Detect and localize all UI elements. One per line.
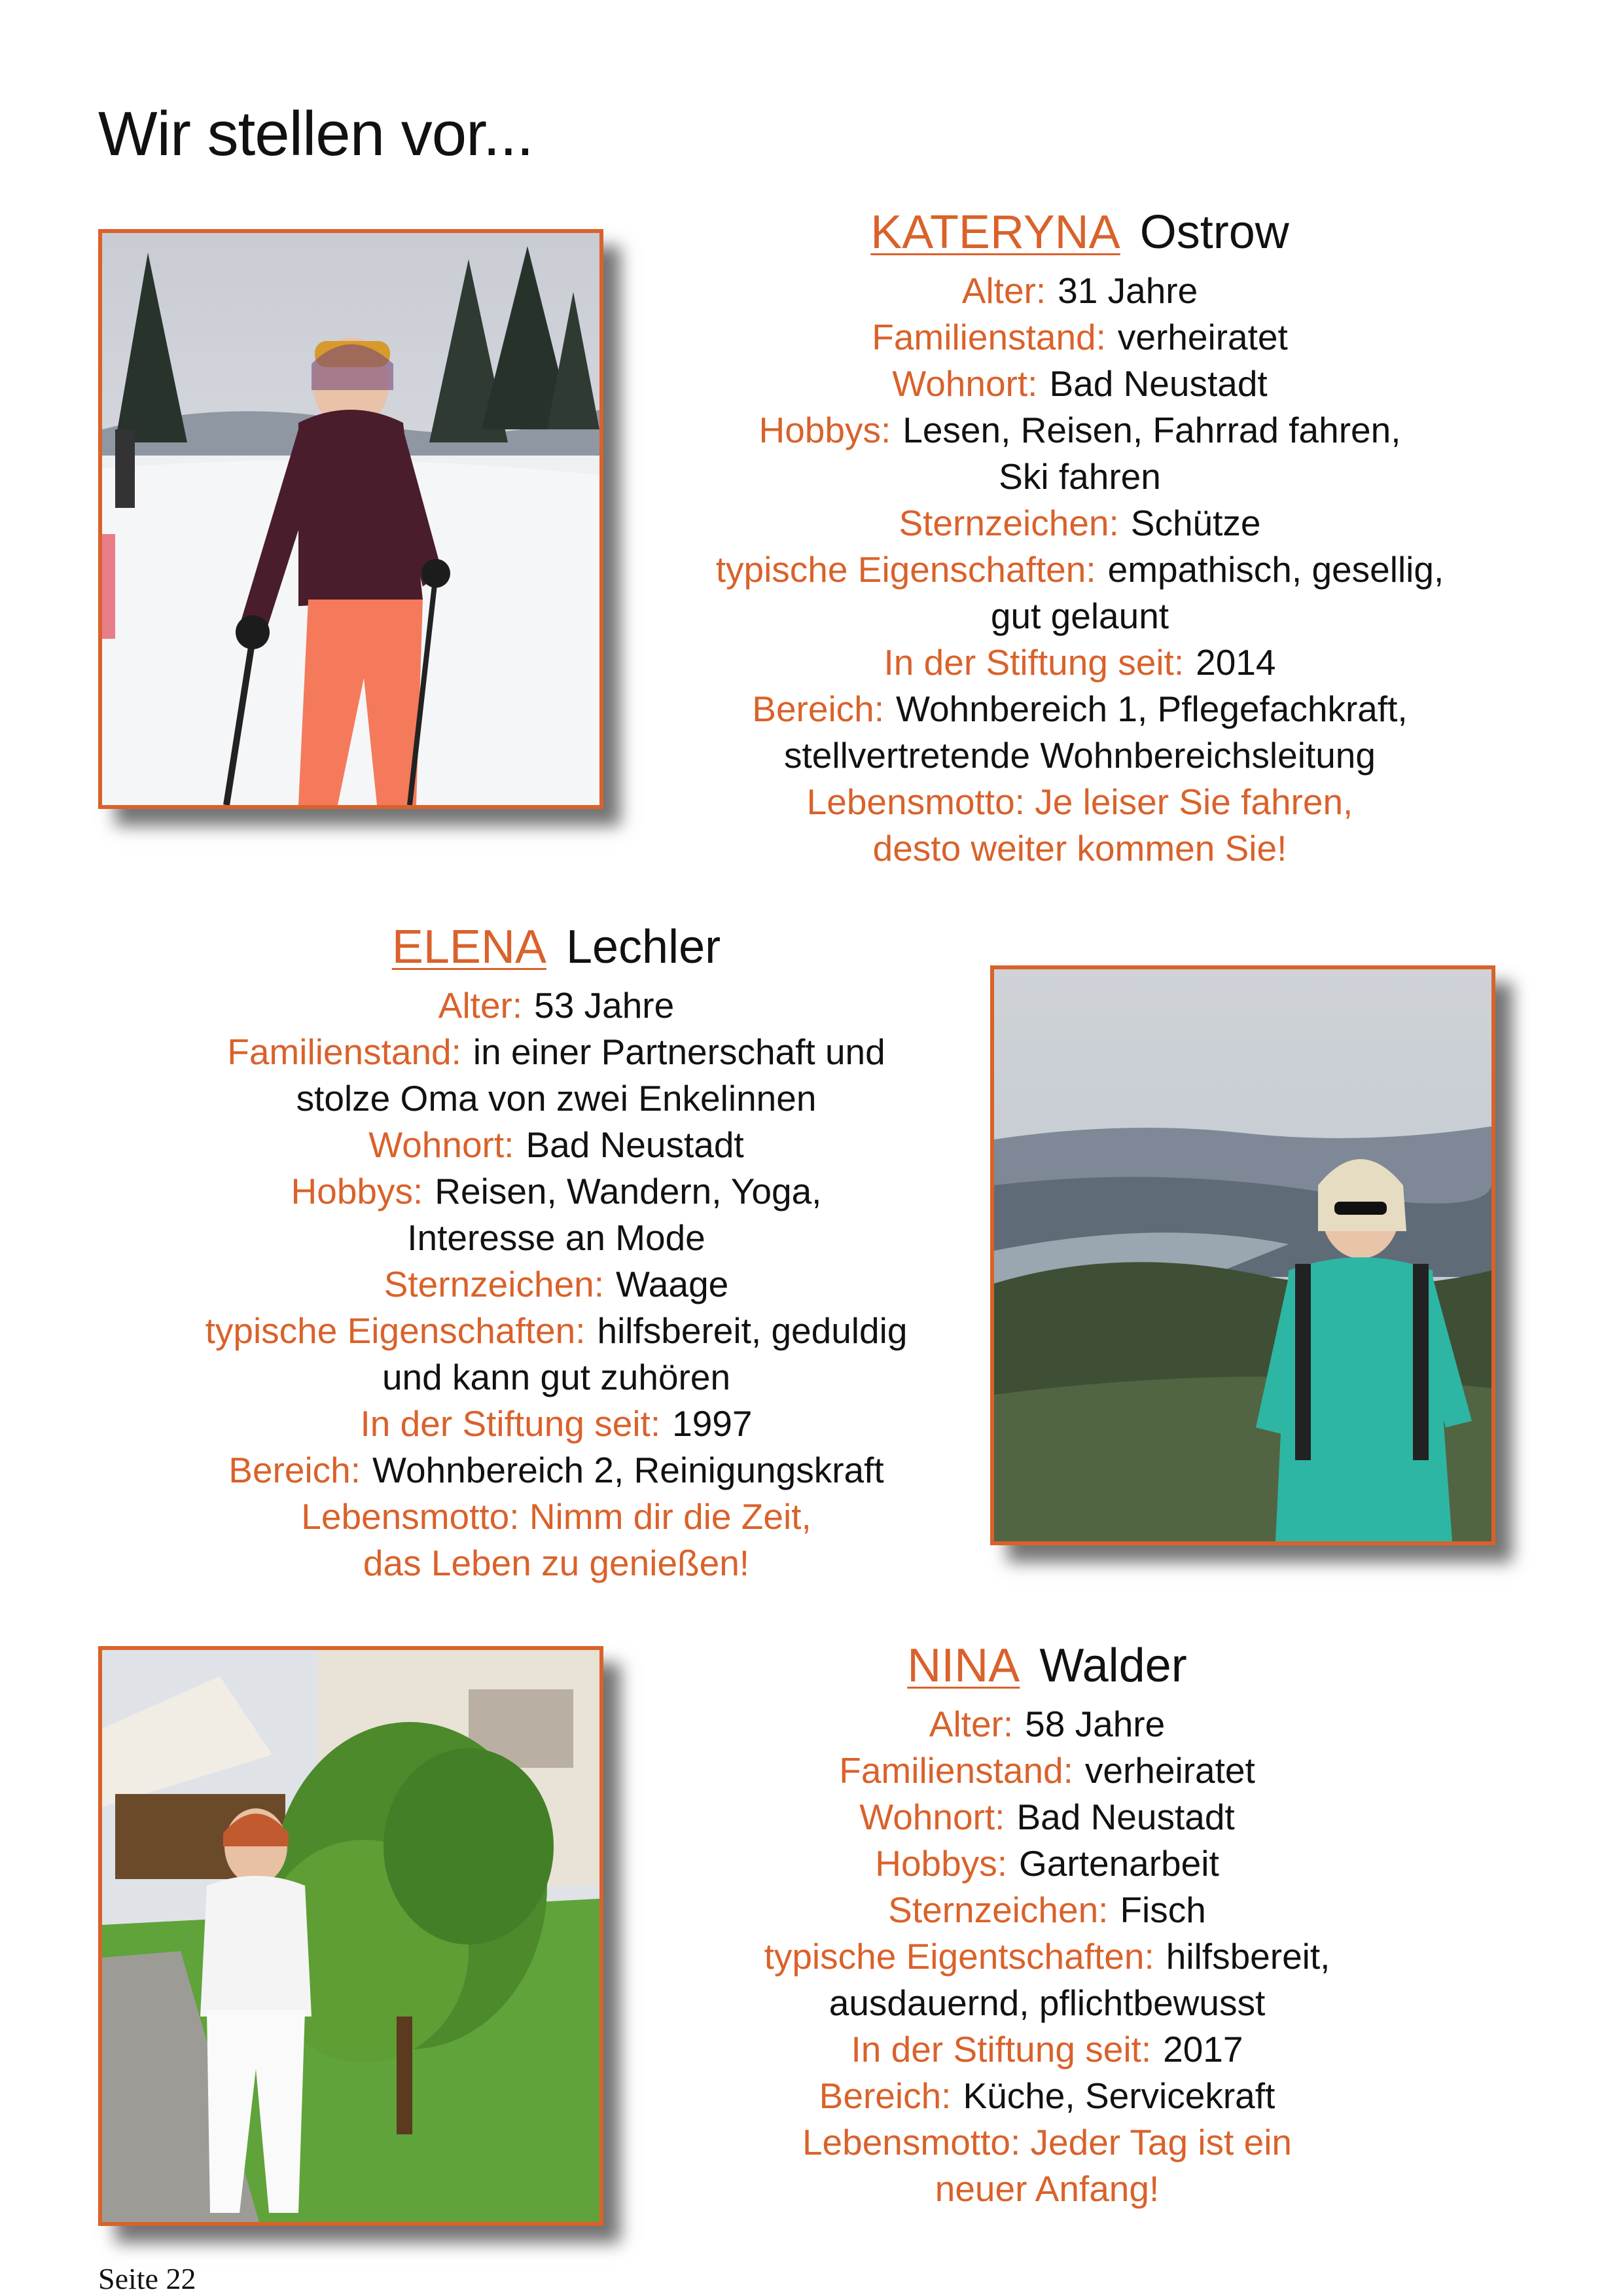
traits-row-cont: ausdauernd, pflichtbewusst [829, 1982, 1266, 2023]
area-row-cont: stellvertretende Wohnbereichsleitung [784, 735, 1376, 776]
home-row: Wohnort: Bad Neustadt [892, 363, 1268, 404]
traits-row: typische Eigentschaften: hilfsbereit, [764, 1936, 1330, 1977]
profile-nina [609, 1633, 1486, 2212]
status-row: Familienstand: verheiratet [839, 1750, 1255, 1791]
sign-row: Sternzeichen: Waage [383, 1264, 729, 1304]
age-row: Alter: 58 Jahre [929, 1704, 1166, 1744]
motto-row-cont: das Leben zu genießen! [363, 1543, 750, 1583]
motto-row-cont: neuer Anfang! [935, 2168, 1160, 2209]
area-row: Bereich: Wohnbereich 2, Reinigungskraft [228, 1450, 884, 1490]
page-number: Seite 22 [98, 2262, 196, 2295]
first-name: ELENA [391, 921, 546, 973]
motto-row-cont: desto weiter kommen Sie! [872, 828, 1287, 869]
first-name: KATERYNA [870, 206, 1120, 259]
home-row: Wohnort: Bad Neustadt [859, 1797, 1235, 1837]
page-title: Wir stellen vor... [98, 99, 533, 169]
last-name: Walder [1039, 1640, 1187, 1692]
since-row: In der Stiftung seit: 1997 [360, 1403, 753, 1444]
photo-elena [990, 965, 1495, 1545]
traits-row-cont: gut gelaunt [990, 596, 1169, 636]
hobbies-row: Hobbys: Gartenarbeit [875, 1843, 1219, 1884]
motto-row: Lebensmotto: Jeder Tag ist ein [802, 2122, 1293, 2162]
hobbies-row: Hobbys: Lesen, Reisen, Fahrrad fahren, [758, 410, 1401, 450]
traits-row: typische Eigenschaften: hilfsbereit, geduldig [205, 1310, 908, 1351]
profile-name [641, 200, 1518, 265]
area-row: Bereich: Küche, Servicekraft [819, 2075, 1275, 2116]
area-row: Bereich: Wohnbereich 1, Pflegefachkraft, [752, 689, 1408, 729]
since-row: In der Stiftung seit: 2017 [851, 2029, 1243, 2070]
motto-row: Lebensmotto: Je leiser Sie fahren, [806, 781, 1353, 822]
photo-nina [98, 1646, 603, 2226]
motto-row: Lebensmotto: Nimm dir die Zeit, [301, 1496, 812, 1537]
hobbies-row: Hobbys: Reisen, Wandern, Yoga, [291, 1171, 822, 1211]
home-row: Wohnort: Bad Neustadt [368, 1124, 744, 1165]
age-row: Alter: 31 Jahre [961, 270, 1198, 311]
since-row: In der Stiftung seit: 2014 [883, 642, 1276, 683]
profile-name [609, 1633, 1486, 1698]
profile-name [118, 914, 995, 980]
hobbies-row-cont: Ski fahren [999, 456, 1161, 497]
hobbies-row-cont: Interesse an Mode [407, 1217, 705, 1258]
status-row: Familienstand: in einer Partnerschaft und [227, 1031, 885, 1072]
profile-kateryna [641, 200, 1518, 872]
first-name: NINA [907, 1640, 1020, 1692]
sign-row: Sternzeichen: Fisch [888, 1890, 1206, 1930]
sign-row: Sternzeichen: Schütze [899, 503, 1261, 543]
photo-kateryna [98, 229, 603, 809]
traits-row: typische Eigenschaften: empathisch, gesellig, [715, 549, 1444, 590]
last-name: Ostrow [1139, 206, 1289, 259]
traits-row-cont: und kann gut zuhören [382, 1357, 731, 1397]
status-row-cont: stolze Oma von zwei Enkelinnen [296, 1078, 817, 1119]
last-name: Lechler [565, 921, 721, 973]
status-row: Familienstand: verheiratet [872, 317, 1288, 357]
age-row: Alter: 53 Jahre [438, 985, 675, 1026]
profile-elena [118, 914, 995, 1587]
